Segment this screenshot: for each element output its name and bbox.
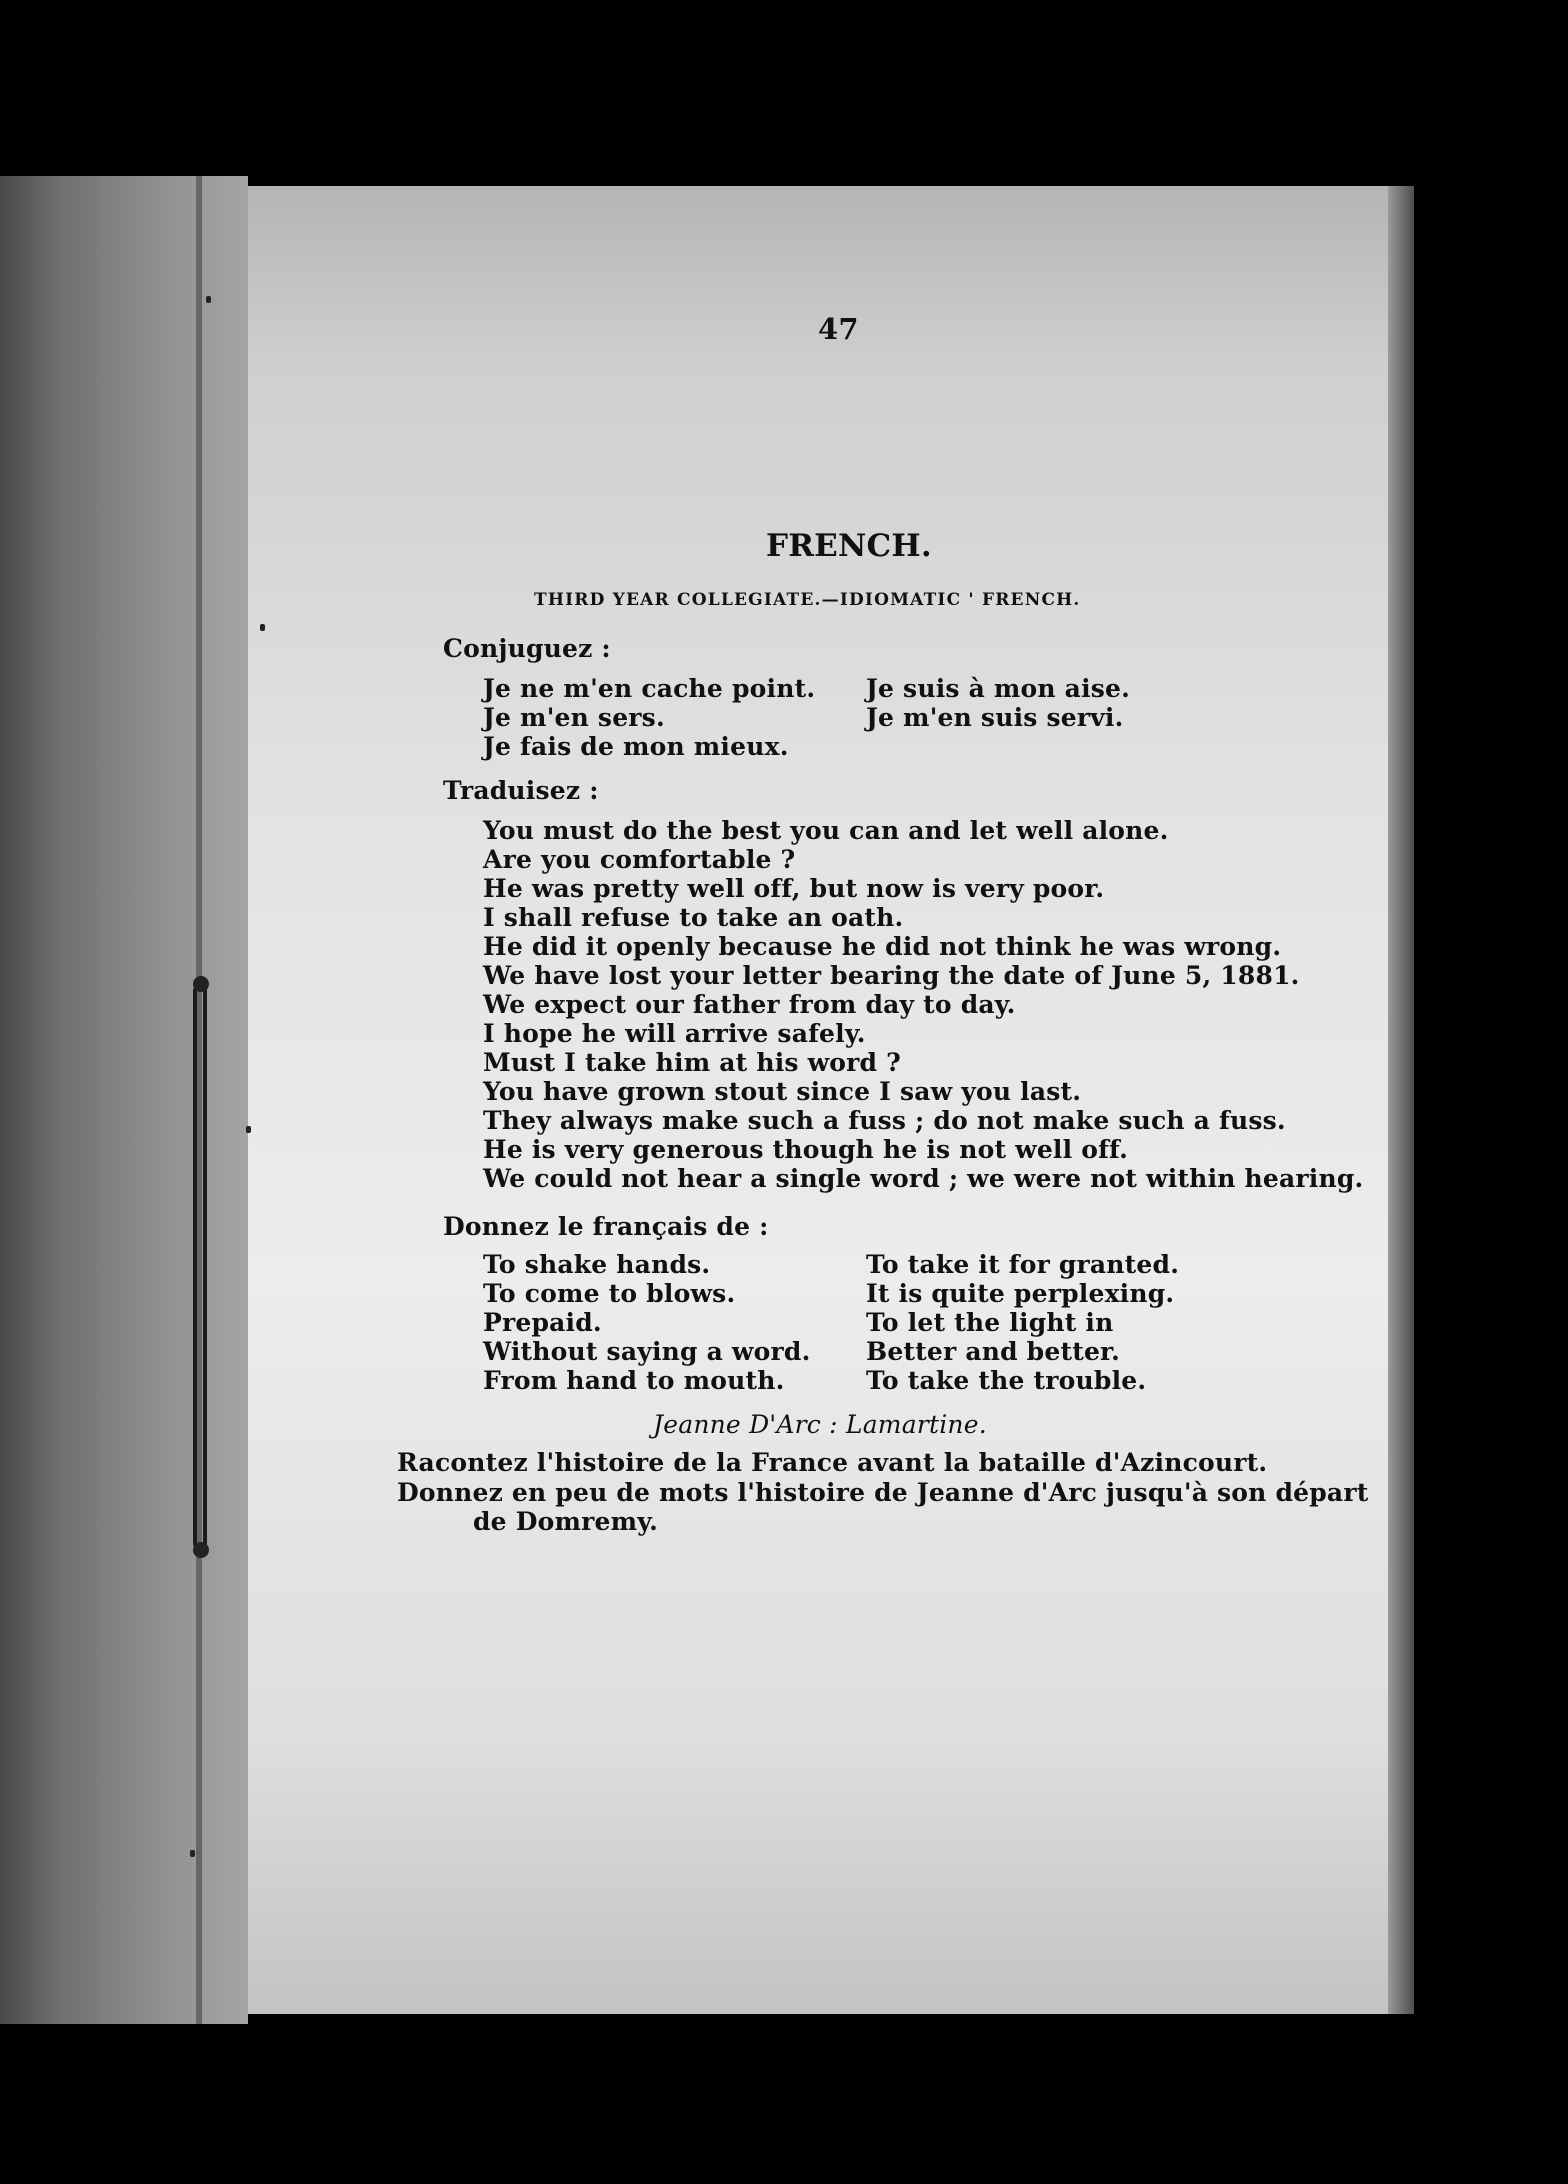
traduisez-line: We could not hear a single word ; we were not within hearing. bbox=[483, 1164, 1364, 1193]
traduisez-line: You have grown stout since I saw you last. bbox=[483, 1077, 1082, 1106]
traduisez-line: Are you comfortable ? bbox=[483, 845, 796, 874]
binding-knot-bottom bbox=[193, 1542, 209, 1558]
traduisez-line: I hope he will arrive safely. bbox=[483, 1019, 866, 1048]
donnez-item: To take the trouble. bbox=[866, 1366, 1147, 1395]
speck bbox=[206, 296, 211, 303]
donnez-item: From hand to mouth. bbox=[483, 1366, 785, 1395]
traduisez-line: We expect our father from day to day. bbox=[483, 990, 1016, 1019]
conjuguez-item: Je ne m'en cache point. bbox=[483, 674, 816, 703]
conjuguez-heading: Conjuguez : bbox=[443, 634, 611, 663]
question-line: Donnez en peu de mots l'histoire de Jeanne d'Arc jusqu'à son départ bbox=[397, 1478, 1369, 1507]
conjuguez-item: Je suis à mon aise. bbox=[866, 674, 1131, 703]
traduisez-line: He is very generous though he is not well off. bbox=[483, 1135, 1129, 1164]
speck bbox=[260, 624, 265, 631]
jeanne-heading: Jeanne D'Arc : Lamartine. bbox=[653, 1410, 987, 1439]
page-subtitle: THIRD YEAR COLLEGIATE.—IDIOMATIC ' FRENCH. bbox=[534, 590, 1081, 610]
page-number: 47 bbox=[818, 312, 859, 346]
question-line: Racontez l'histoire de la France avant la bataille d'Azincourt. bbox=[397, 1448, 1268, 1477]
binding-thread bbox=[193, 984, 207, 1550]
donnez-item: To shake hands. bbox=[483, 1250, 711, 1279]
left-page-edge bbox=[0, 176, 248, 2024]
traduisez-heading: Traduisez : bbox=[443, 776, 599, 805]
page-title: FRENCH. bbox=[766, 528, 932, 564]
donnez-item: To take it for granted. bbox=[866, 1250, 1180, 1279]
conjuguez-item: Je m'en sers. bbox=[483, 703, 665, 732]
speck bbox=[246, 1126, 251, 1133]
speck bbox=[190, 1850, 195, 1857]
conjuguez-item: Je fais de mon mieux. bbox=[483, 732, 789, 761]
donnez-item: It is quite perplexing. bbox=[866, 1279, 1175, 1308]
binding-knot-top bbox=[193, 976, 209, 992]
donnez-item: Prepaid. bbox=[483, 1308, 602, 1337]
traduisez-line: He was pretty well off, but now is very poor. bbox=[483, 874, 1105, 903]
donnez-item: Better and better. bbox=[866, 1337, 1121, 1366]
donnez-item: To let the light in bbox=[866, 1308, 1114, 1337]
traduisez-line: We have lost your letter bearing the date of June 5, 1881. bbox=[483, 961, 1300, 990]
donnez-item: To come to blows. bbox=[483, 1279, 736, 1308]
traduisez-line: I shall refuse to take an oath. bbox=[483, 903, 904, 932]
traduisez-line: He did it openly because he did not think he was wrong. bbox=[483, 932, 1282, 961]
traduisez-line: They always make such a fuss ; do not make such a fuss. bbox=[483, 1106, 1286, 1135]
right-page-edge bbox=[1388, 186, 1414, 2014]
question-line: de Domremy. bbox=[473, 1507, 658, 1536]
conjuguez-item: Je m'en suis servi. bbox=[866, 703, 1124, 732]
traduisez-line: You must do the best you can and let well alone. bbox=[483, 816, 1169, 845]
traduisez-line: Must I take him at his word ? bbox=[483, 1048, 901, 1077]
donnez-heading: Donnez le français de : bbox=[443, 1212, 769, 1241]
donnez-item: Without saying a word. bbox=[483, 1337, 811, 1366]
